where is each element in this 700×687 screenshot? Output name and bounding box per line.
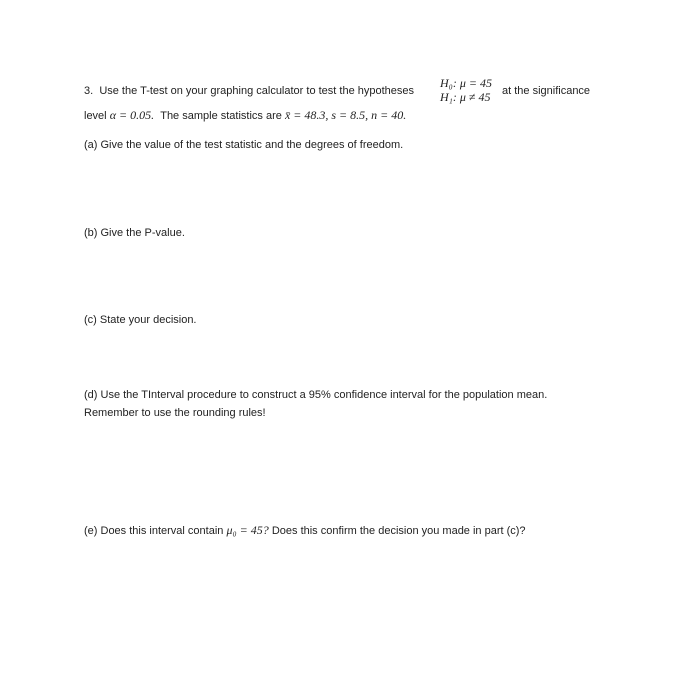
part-e-math: μ₀ = 45? [226, 523, 269, 537]
part-e-prefix: (e) Does this interval contain [84, 525, 224, 537]
alternative-hypothesis: H₁: μ ≠ 45 [440, 90, 491, 104]
null-hypothesis: H₀: μ = 45 [440, 76, 492, 90]
alpha-value: α = 0.05. [109, 108, 155, 122]
sample-stats: x̄ = 48.3, s = 8.5, n = 40. [284, 108, 407, 122]
part-a: (a) Give the value of the test statistic and the degrees of freedom. [84, 139, 404, 151]
problem-number: 3. [84, 85, 94, 97]
problem-intro-line [84, 85, 414, 97]
level-prefix: level [84, 110, 107, 122]
part-b: (b) Give the P-value. [84, 227, 185, 239]
stats-prefix: The sample statistics are [160, 110, 282, 122]
part-e-suffix: Does this confirm the decision you made in part (c)? [271, 525, 526, 537]
problem-intro: Use the T-test on your graphing calculator to test the hypotheses [99, 85, 415, 97]
significance-text: at the significance [502, 85, 591, 97]
part-e [84, 523, 526, 538]
part-d-line2: Remember to use the rounding rules! [84, 407, 266, 419]
problem-stats-line [84, 108, 406, 123]
hypotheses [440, 76, 492, 104]
part-c: (c) State your decision. [84, 314, 197, 326]
part-d-line1: (d) Use the TInterval procedure to construct a 95% confidence interval for the population mean. [84, 389, 548, 401]
